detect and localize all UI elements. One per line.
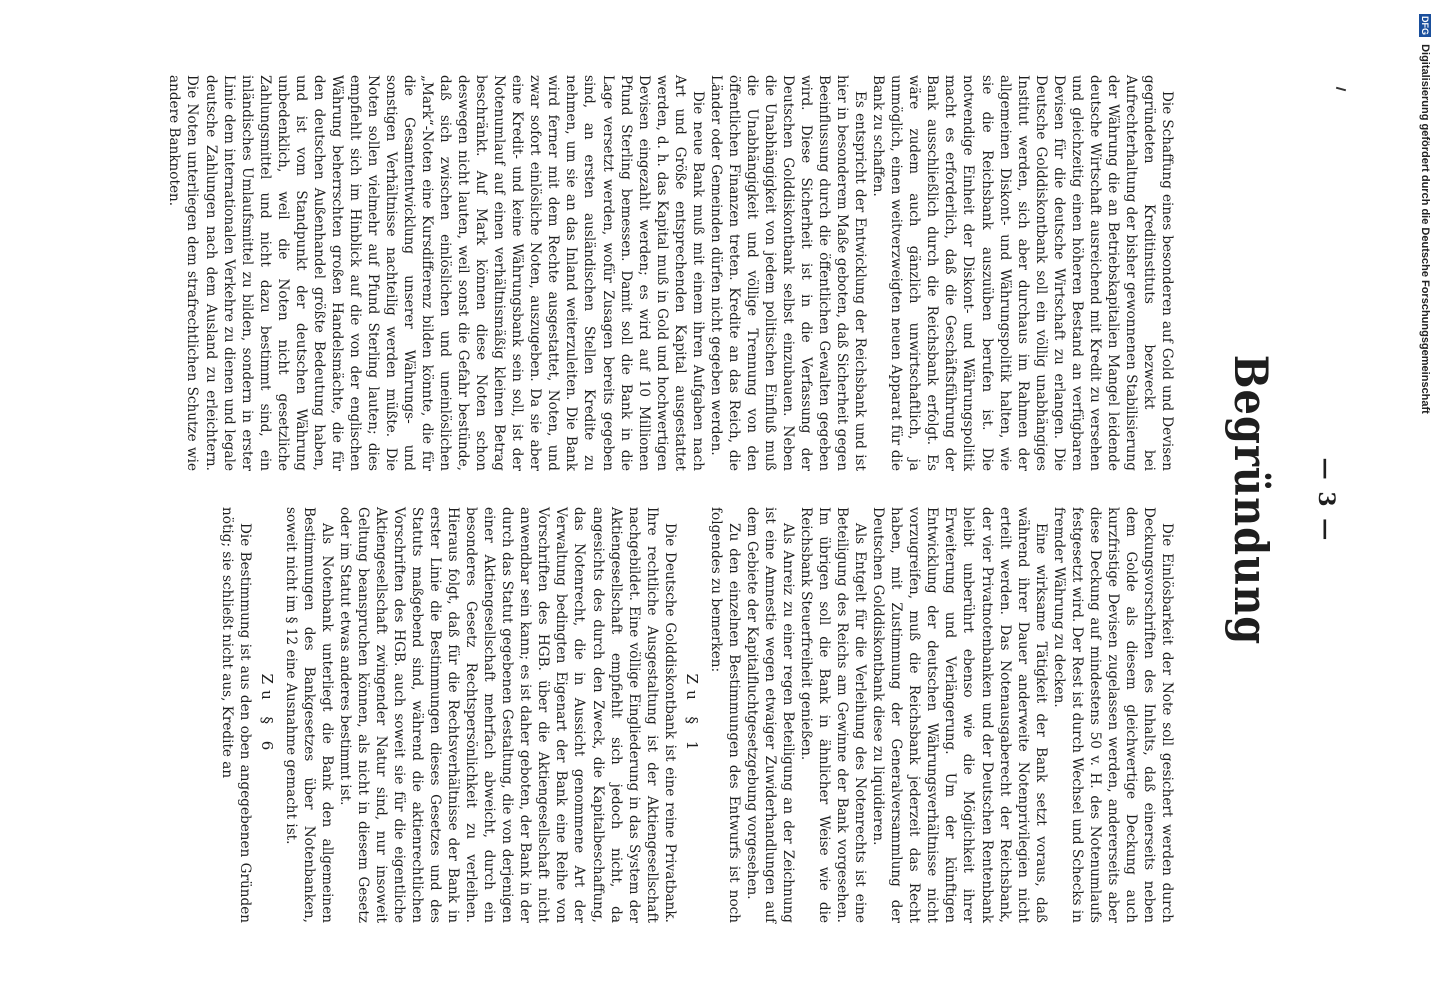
left-column [165,75,1176,471]
paragraph: Die neue Bank muß mit einem ihren Aufgaben nach Art und Größe entsprechenden Kapital ausgestattet werden, d. h. das Kapital muß in Gold und hochwertigen Devisen eingezahlt werden; es wird auf 10 Millionen Pfund Sterling bemessen. Damit soll die Bank in die Lage versetzt werden, wofür Zusagen bereits gegeben sind, an ersten ausländischen Stellen Kredite zu nehmen, um sie an das Inland weiterzuleiten. Die Bank wird ferner mit dem Rechte ausgestattet, Noten, und zwar sofort einlösliche Noten, auszugeben. Da sie aber eine Kredit- und keine Währungsbank sein soll, ist der Notenumlauf auf einen verhältnismäßig kleinen Betrag beschränkt. Auf Mark können diese Noten schon deswegen nicht lauten, weil sonst die Gefahr bestünde, daß sich zwischen einlöslichen und uneinlöslichen „Mark“-Noten eine Kursdifferenz bilden könnte, die für die Gesamtentwicklung unserer Währungs- und sonstigen Verhältnisse nachteilig werden müßte. Die Noten sollen vielmehr auf Pfund Sterling lauten; dies empfiehlt sich im Hinblick auf die von der englischen Währung beherrschten großen Handelsmächte, die für den deutschen Außenhandel größte Bedeutung haben, und ist vom Standpunkt der deutschen Währung unbedenklich, weil die Noten nicht gesetzliche Zahlungsmittel und nicht dazu bestimmt sind, ein inländisches Umlaufsmittel zu bilden, sondern in erster Linie dem internationalen Verkehre zu dienen und legale deutsche Zahlungen nach dem Ausland zu erleichtern. Die Noten unterliegen dem strafrechtlichen Schutze wie andere Banknoten. [166,75,706,471]
digitization-credit [1413,6,1431,1000]
paragraph: Als Notenbank unterliegt die Bank den allgemeinen Bestimmungen des Bankgesetzes über Notenbanken, soweit nicht im § 12 eine Ausnahme gemacht ist. [282,507,335,923]
section-heading: Zu § 6 [257,673,276,757]
credit-text: Digitalisierung gefördert durch die Deutsche Forschungsgemeinschaft [1419,44,1431,414]
dfg-logo: DFG [1420,16,1430,35]
paragraph: Die Einlösbarkeit der Note soll gesichert werden durch Deckungsvorschriften des Inhalts, daß einerseits neben dem Golde als diesem gleichwertige Deckung auch kurzfristige Devisen zugelassen werden, andererseits aber diese Deckung auf mindestens 50 v. H. des Notenumlaufs festgesetzt wird. Der Rest ist durch Wechsel und Schecks in fremder Währung zu decken. [1050,507,1175,923]
paragraph: Als Anreiz zu einer regen Beteiligung an der Zeichnung ist eine Amnestie wegen etwaiger Zuwiderhandlungen auf dem Gebiete der Kapitalfluchtgesetzgebung vorgesehen. [743,507,797,923]
credit-text-wrapper [1419,14,1431,414]
paragraph: Eine wirksame Tätigkeit der Bank setzt voraus, daß während ihrer Dauer anderweite Notenprivilegien nicht erteilt werden. Das Notenausgaberecht der Reichsbank, der vier Privatnotenbanken und der Deutschen Rentenbank bleibt unberührt ebenso wie die Möglichkeit ihrer Erweiterung und Verlängerung. Um der künftigen Entwicklung der deutschen Währungsverhältnisse nicht vorzugreifen, muß die Reichsbank jederzeit das Recht haben, mit Zustimmung der Generalversammlung der Deutschen Golddiskontbank diese zu liquidieren. [870,507,1049,923]
page-number: — 3 — [1313,457,1339,543]
paragraph: Es entspricht der Entwicklung der Reichsbank und ist hier in besonderem Maße geboten, daß Sicherheit gegen Beeinflussung durch die öffentlichen Gewalten gegeben wird. Diese Sicherheit ist in die Verfassung der Deutschen Golddiskontbank selbst einzubauen. Neben die Unabhängigkeit von jedem politischen Einfluß muß die Unabhängigkeit und völlige Trennung von den öffentlichen Finanzen treten. Kredite an das Reich, die Länder oder Gemeinden dürfen nicht gegeben werden. [707,75,869,471]
paragraph: Als Entgelt für die Verleihung des Notenrechts ist eine Beteiligung des Reichs am Gewinne der Bank vorgesehen. Im übrigen soll die Bank in ähnlicher Weise wie die Reichsbank Steuerfreiheit genießen. [798,507,869,923]
section-heading: Zu § 1 [682,673,701,757]
paragraph: Zu den einzelnen Bestimmungen des Entwurfs ist noch folgendes zu bemerken: [707,507,742,923]
page-title: Begründung [1223,354,1278,646]
right-column [218,507,1176,923]
paragraph: Die Deutsche Golddiskontbank ist eine reine Privatbank. Ihre rechtliche Ausgestaltung ist der Aktiengesellschaft nachgebildet. Eine völlige Eingliederung in das System der Aktiengesellschaft empfiehlt sich jedoch nicht, da angesichts des durch den Zweck, die Kapitalbeschaffung, das Notenrecht, die in Aussicht genommene Art der Verwaltung bedingten Eigenart der Bank eine Reihe von Vorschriften des HGB. über die Aktiengesellschaft nicht anwendbar sein kann; es ist daher geboten, der Bank in der durch das Statut gegebenen Gestaltung, die von derjenigen einer Aktiengesellschaft mehrfach abweicht, durch ein besonderes Gesetz Rechtspersönlichkeit zu verleihen. Hieraus folgt, daß für die Rechtsverhältnisse der Bank in erster Linie die Bestimmungen dieses Gesetzes und des Statuts maßgebend sind, während die aktienrechtlichen Vorschriften des HGB. auch soweit sie für die eigentliche Aktiengesellschaft zwingender Natur sind, nur insoweit Geltung beanspruchen können, als nicht in diesem Gesetz oder im Statut etwas anderes bestimmt ist. [336,507,678,923]
paragraph: Die Schaffung eines besonderen auf Gold und Devisen gegründeten Kreditinstituts bezweckt bei Aufrechterhaltung der bisher gewonnenen Stabilisierung der Währung die an Betriebskapitalien Mangel leidende deutsche Wirtschaft ausreichend mit Kredit zu versehen und gleichzeitig einen höheren Bestand an verfügbaren Devisen für die deutsche Wirtschaft zu erlangen. Die Deutsche Golddiskontbank soll ein völlig unabhängiges Institut werden, sich aber durchaus im Rahmen der allgemeinen Diskont- und Währungspolitik halten, wie sie die Reichsbank auszuüben berufen ist. Die notwendige Einheit der Diskont- und Währungspolitik macht es erforderlich, daß die Geschäftsführung der Bank ausschließlich durch die Reichsbank erfolgt. Es wäre zudem auch gänzlich unwirtschaftlich, ja unmöglich, einen weitverzweigten neuen Apparat für die Bank zu schaffen. [870,75,1175,471]
paragraph: Die Bestimmung ist aus den oben angegebenen Gründen nötig; sie schließt nicht aus, Kredite an [218,507,253,923]
